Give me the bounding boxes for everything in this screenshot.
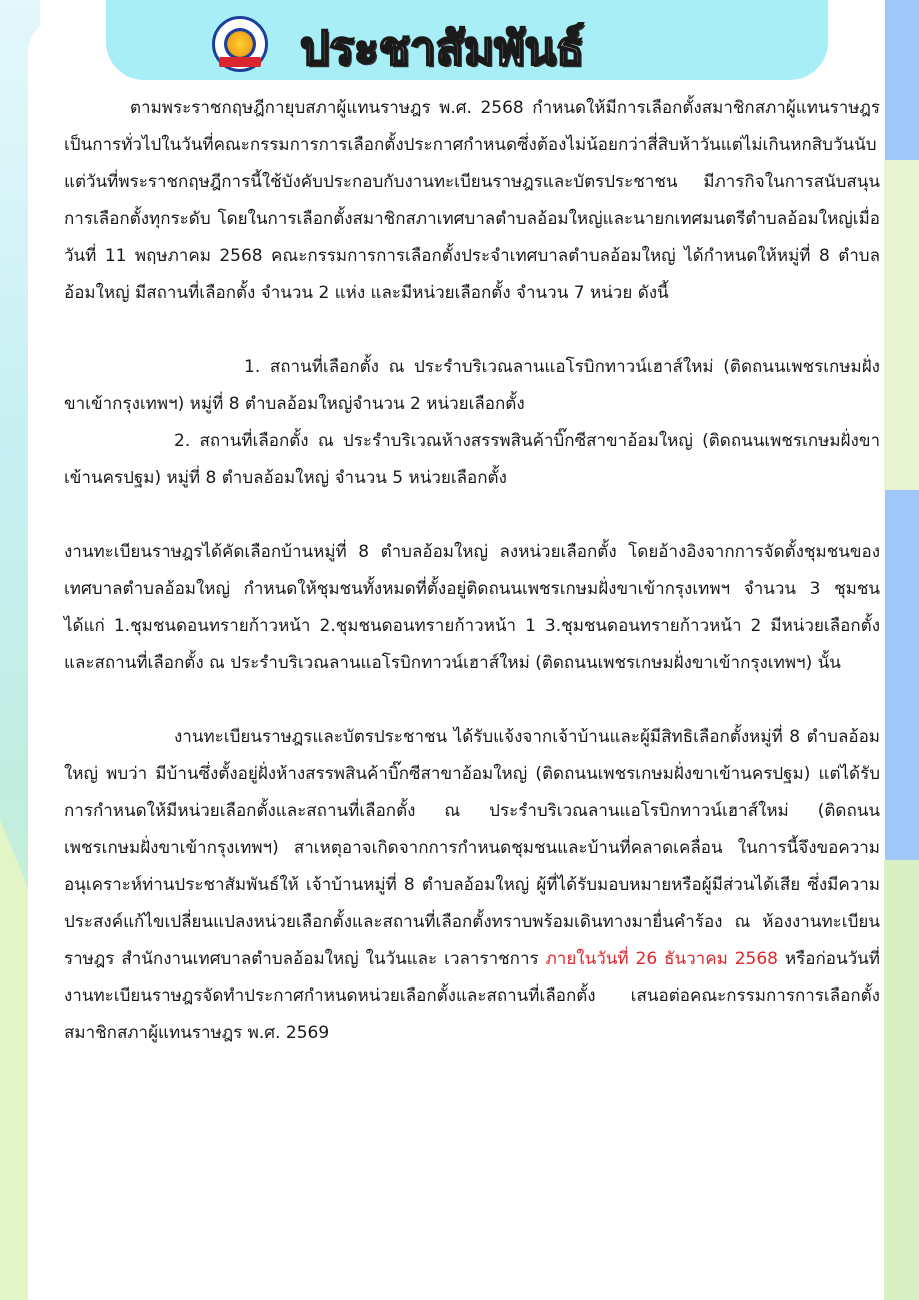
request-text-end: หรือก่อนวันที่งานทะเบียนราษฎรจัดทำประกาศกำหนดหน่วยเลือกตั้งและสถานที่เลือกตั้ง เสนอต่อคณะกรรมการการเลือกตั้งสมาชิกสภาผู้แทนราษฎร พ.ศ. 2569 bbox=[64, 949, 880, 1043]
paragraph-community-assignment: งานทะเบียนราษฎรได้คัดเลือกบ้านหมู่ที่ 8 ตำบลอ้อมใหญ่ ลงหน่วยเลือกตั้ง โดยอ้างอิงจากการจัดตั้งชุมชนของเทศบาลตำบลอ้อมใหญ่ กำหนดให้ชุมชนทั้งหมดที่ตั้งอยู่ติดถนนเพชรเกษมฝั่งขาเข้ากรุงเทพฯ จำนวน 3 ชุมชน ได้แก่ 1.ชุมชนดอนทรายก้าวหน้า 2.ชุมชนดอนทรายก้าวหน้า 1 3.ชุมชนดอนทรายก้าวหน้า 2 มีหน่วยเลือกตั้งและสถานที่เลือกตั้ง ณ ประรำบริเวณลานแอโรบิกทาวน์เฮาส์ใหม่ (ติดถนนเพชรเกษมฝั่งขาเข้ากรุงเทพฯ) นั้น bbox=[64, 542, 880, 673]
municipality-seal-icon bbox=[212, 16, 268, 72]
paragraph-intro: ตามพระราชกฤษฎีกายุบสภาผู้แทนราษฎร พ.ศ. 2568 กำหนดให้มีการเลือกตั้งสมาชิกสภาผู้แทนราษฎรเป็นการทั่วไปในวันที่คณะกรรมการการเลือกตั้งประกาศกำหนดซึ่งต้องไม่น้อยกว่าสี่สิบห้าวันแต่ไม่เกินหกสิบวันนับแต่วันที่พระราชกฤษฎีการนี้ใช้บังคับประกอบกับงานทะเบียนราษฎรและบัตรประชาชน มีภารกิจในการสนับสนุนการเลือกตั้งทุกระดับ โดยในการเลือกตั้งสมาชิกสภาเทศบาลตำบลอ้อมใหญ่และนายกเทศมนตรีตำบลอ้อมใหญ่เมื่อวันที่ 11 พฤษภาคม 2568 คณะกรรมการการเลือกตั้งประจำเทศบาลตำบลอ้อมใหญ่ ได้กำหนดให้หมู่ที่ 8 ตำบลอ้อมใหญ่ มีสถานที่เลือกตั้ง จำนวน 2 แห่ง และมีหน่วยเลือกตั้ง จำนวน 7 หน่วย ดังนี้ bbox=[64, 98, 880, 303]
seal-ribbon bbox=[219, 57, 261, 67]
polling-place-1: 1. สถานที่เลือกตั้ง ณ ประรำบริเวณลานแอโรบิกทาวน์เฮาส์ใหม่ (ติดถนนเพชรเกษมฝั่งขาเข้ากรุงเทพฯ) หมู่ที่ 8 ตำบลอ้อมใหญ่จำนวน 2 หน่วยเลือกตั้ง bbox=[64, 357, 880, 414]
polling-place-2: 2. สถานที่เลือกตั้ง ณ ประรำบริเวณห้างสรรพสินค้าบิ๊กซีสาขาอ้อมใหญ่ (ติดถนนเพชรเกษมฝั่งขาเข้านครปฐม) หมู่ที่ 8 ตำบลอ้อมใหญ่ จำนวน 5 หน่วยเลือกตั้ง bbox=[64, 431, 880, 488]
page-title: ประชาสัมพันธ์ bbox=[300, 21, 584, 75]
paragraph-request bbox=[64, 719, 880, 1052]
seal-emblem bbox=[224, 28, 256, 60]
announcement-body bbox=[64, 90, 880, 1052]
request-text: งานทะเบียนราษฎรและบัตรประชาชน ได้รับแจ้งจากเจ้าบ้านและผู้มีสิทธิเลือกตั้งหมู่ที่ 8 ตำบลอ้อมใหญ่ พบว่า มีบ้านซึ่งตั้งอยู่ฝั่งห้างสรรพสินค้าบิ๊กซีสาขาอ้อมใหญ่ (ติดถนนเพชรเกษมฝั่งขาเข้านครปฐม) แต่ได้รับการกำหนดให้มีหน่วยเลือกตั้งและสถานที่เลือกตั้ง ณ ประรำบริเวณลานแอโรบิกทาวน์เฮาส์ใหม่ (ติดถนนเพชรเกษมฝั่งขาเข้ากรุงเทพฯ) สาเหตุอาจเกิดจากการกำหนดชุมชนและบ้านที่คลาดเคลื่อน ในการนี้จึงขอความอนุเคราะห์ท่านประชาสัมพันธ์ให้ เจ้าบ้านหมู่ที่ 8 ตำบลอ้อมใหญ่ ผู้ที่ได้รับมอบหมายหรือผู้มีส่วนได้เสีย ซึ่งมีความประสงค์แก้ไขเปลี่ยนแปลงหน่วยเลือกตั้งและสถานที่เลือกตั้งทราบพร้อมเดินทางมายื่นคำร้อง ณ ห้องงานทะเบียนราษฎร สำนักงานเทศบาลตำบลอ้อมใหญ่ ในวันและ เวลาราชการ bbox=[64, 727, 880, 969]
background-right-accent-bottom bbox=[879, 860, 919, 1300]
background-right-accent-top bbox=[879, 160, 919, 490]
deadline-highlight: ภายในวันที่ 26 ธันวาคม 2568 bbox=[545, 949, 778, 969]
